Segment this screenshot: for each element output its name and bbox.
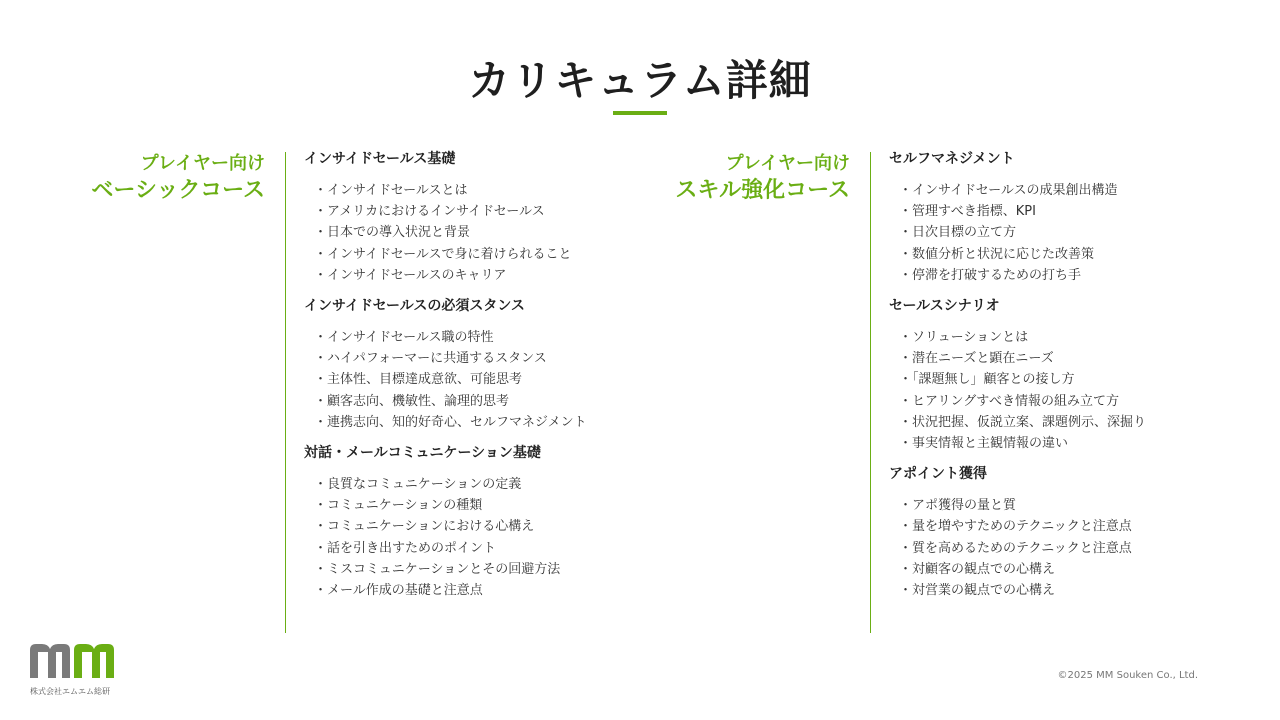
curriculum-item: ・ハイパフォーマーに共通するスタンス — [314, 351, 547, 367]
curriculum-item: ・インサイドセールス職の特性 — [314, 330, 494, 346]
curriculum-item: ・連携志向、知的好奇心、セルフマネジメント — [314, 414, 587, 430]
curriculum-item: ・主体性、目標達成意欲、可能思考 — [314, 372, 523, 388]
curriculum-item: ・コミュニケーションの種類 — [314, 498, 483, 514]
curriculum-section — [304, 295, 634, 433]
curriculum-item: ・量を増やすためのテクニックと注意点 — [899, 519, 1132, 535]
curriculum-item: ・ミスコミュニケーションとその回避方法 — [314, 561, 561, 577]
curriculum-item: ・日本での導入状況と背景 — [314, 225, 471, 241]
curriculum-item: ・数値分析と状況に応じた改善策 — [899, 246, 1095, 262]
curriculum-item: ・インサイドセールスで身に着けられること — [314, 246, 572, 262]
copyright: ©2025 MM Souken Co., Ltd. — [1057, 670, 1198, 681]
left-course-title: ベーシックコース — [91, 178, 265, 203]
curriculum-item: ・事実情報と主観情報の違い — [899, 436, 1069, 452]
curriculum-section — [889, 148, 1219, 286]
curriculum-item: ・コミュニケーションにおける心構え — [314, 519, 535, 535]
section-title: 対話・メールコミュニケーション基礎 — [304, 445, 541, 462]
curriculum-item: ・停滞を打破するための打ち手 — [899, 267, 1082, 283]
curriculum-item: ・ソリューションとは — [899, 330, 1029, 346]
curriculum-section — [889, 463, 1219, 601]
curriculum-item: ・日次目標の立て方 — [899, 225, 1017, 241]
section-title: セルフマネジメント — [889, 151, 1015, 167]
curriculum-item: ・対顧客の観点での心構え — [899, 561, 1056, 577]
section-title: インサイドセールスの必須スタンス — [304, 298, 525, 315]
curriculum-section — [889, 295, 1219, 454]
left-course-curriculum — [304, 148, 634, 610]
right-course-heading — [675, 152, 850, 206]
right-divider — [870, 152, 871, 633]
curriculum-section — [304, 442, 634, 601]
curriculum-item: ・潜在ニーズと顕在ニーズ — [899, 351, 1054, 367]
curriculum-item: ・インサイドセールスの成果創出構造 — [899, 183, 1118, 198]
curriculum-item: ・顧客志向、機敏性、論理的思考 — [314, 393, 510, 409]
section-title: アポイント獲得 — [889, 466, 987, 483]
page-title: カリキュラム詳細 — [468, 56, 812, 105]
curriculum-item: ・アポ獲得の量と質 — [899, 498, 1017, 514]
left-course-subtitle: プレイヤー向け — [140, 153, 265, 174]
right-course-title: スキル強化コース — [675, 178, 850, 203]
left-divider — [285, 152, 286, 633]
mm-logo-icon — [30, 642, 116, 682]
title-underline — [613, 111, 667, 115]
section-title: インサイドセールス基礎 — [304, 151, 456, 167]
curriculum-item: ・話を引き出すためのポイント — [314, 540, 497, 556]
left-course-heading — [91, 152, 265, 206]
section-title: セールスシナリオ — [889, 298, 1000, 315]
curriculum-section — [304, 148, 634, 286]
curriculum-item: ・管理すべき指標、KPI — [899, 204, 1036, 220]
curriculum-item: ・メール作成の基礎と注意点 — [314, 583, 483, 599]
curriculum-item: ・良質なコミュニケーションの定義 — [314, 477, 522, 493]
curriculum-item: ・インサイドセールスのキャリア — [314, 267, 507, 283]
curriculum-item: ・状況把握、仮説立案、課題例示、深掘り — [899, 414, 1147, 430]
right-course-subtitle: プレイヤー向け — [725, 153, 850, 174]
right-course-curriculum — [889, 148, 1219, 610]
curriculum-item: ・「課題無し」顧客との接し方 — [899, 372, 1075, 388]
curriculum-item: ・ヒアリングすべき情報の組み立て方 — [899, 393, 1119, 409]
curriculum-item: ・質を高めるためのテクニックと注意点 — [899, 540, 1132, 556]
curriculum-item: ・インサイドセールスとは — [314, 183, 468, 198]
curriculum-item: ・対営業の観点での心構え — [899, 583, 1056, 599]
curriculum-item: ・アメリカにおけるインサイドセールス — [314, 204, 545, 220]
company-name: 株式会社エムエム総研 — [30, 687, 110, 696]
